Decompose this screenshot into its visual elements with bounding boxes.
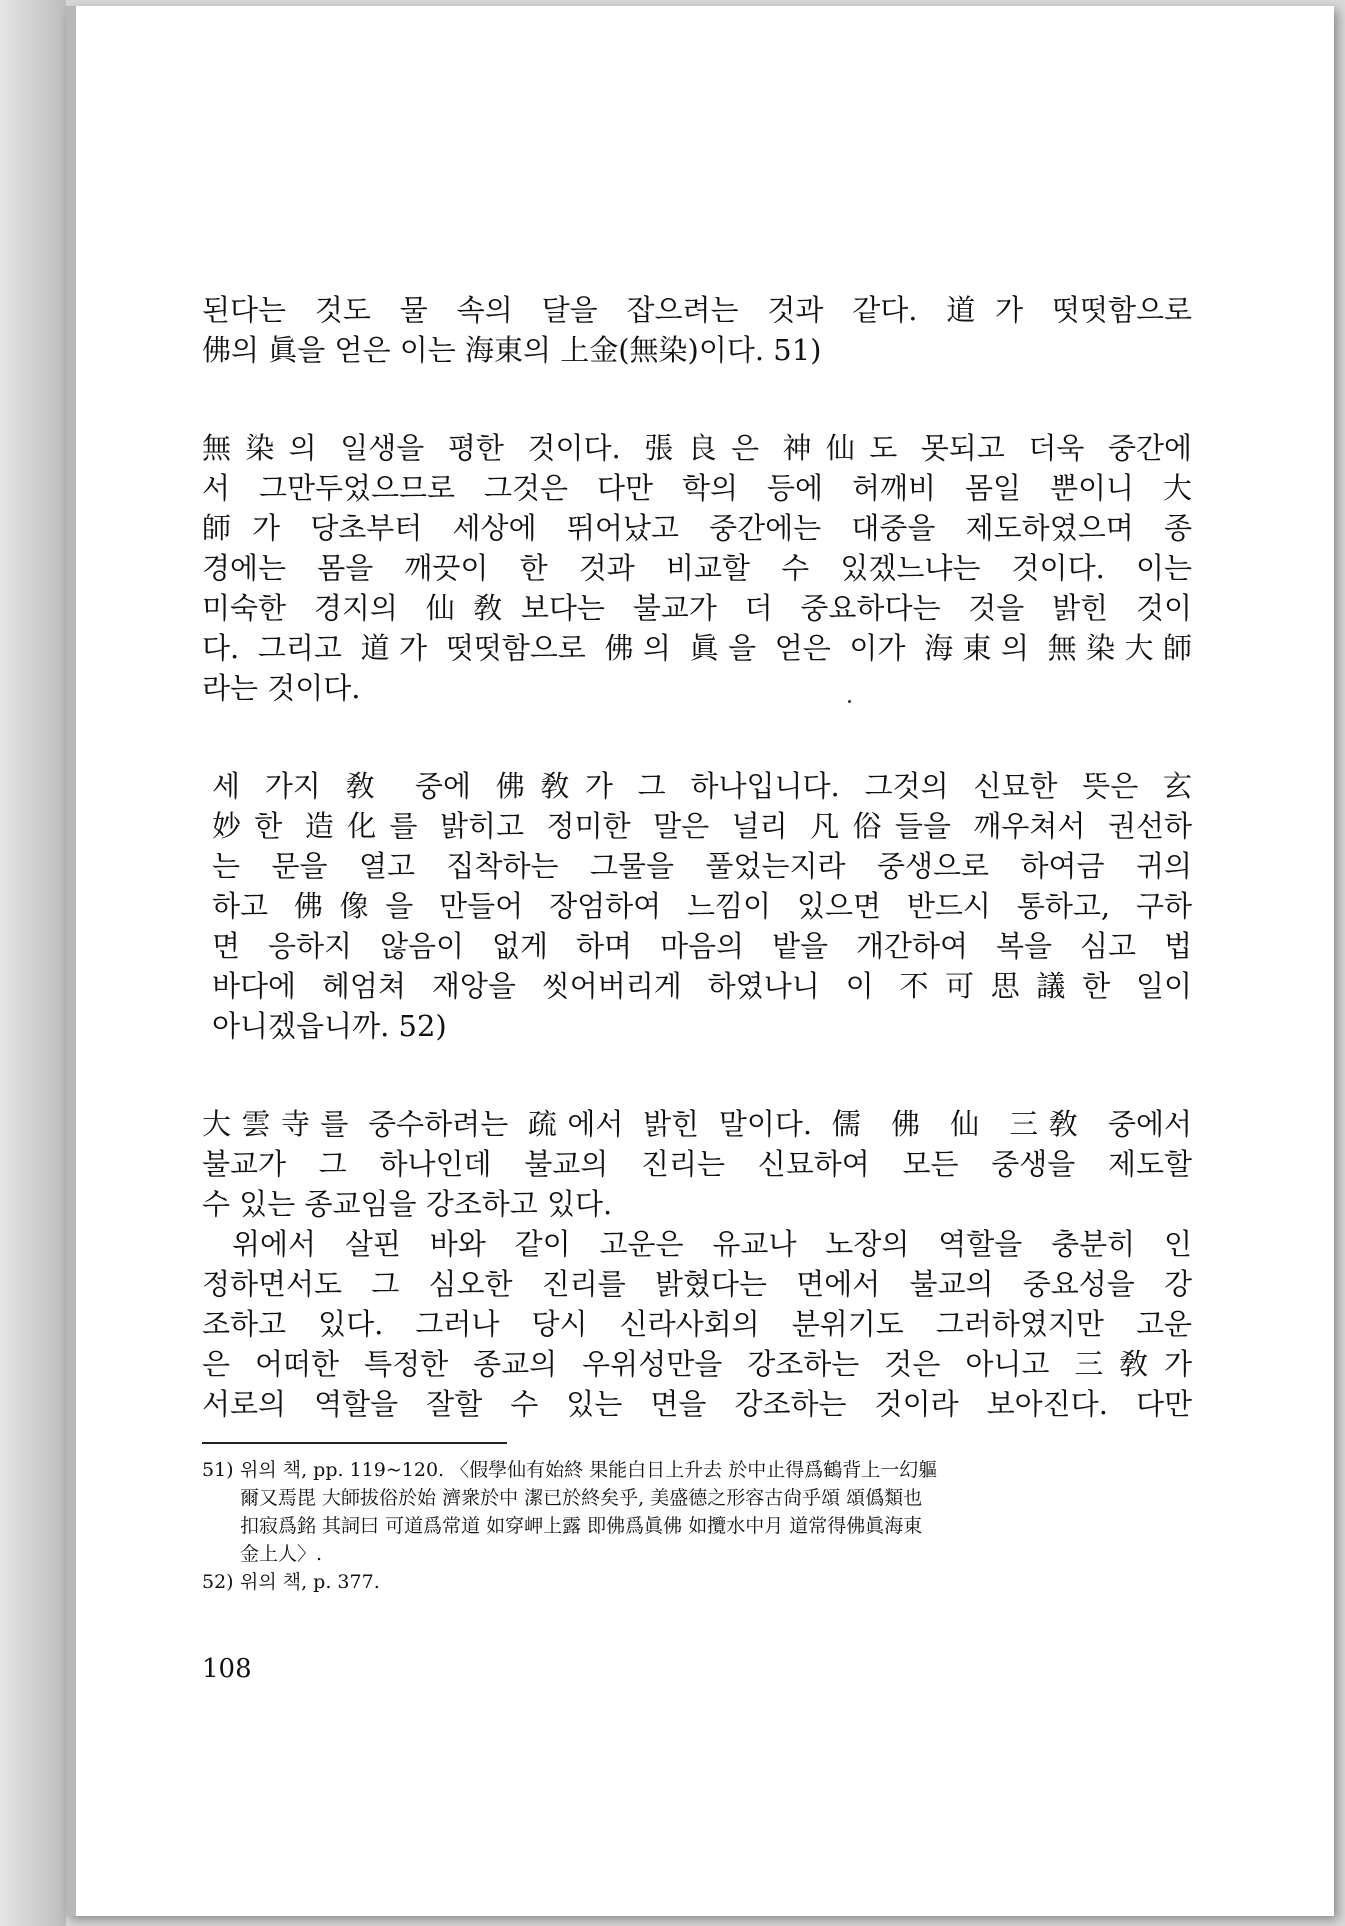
text-line: 서로의 역할을 잘할 수 있는 면을 강조하는 것이라 보아진다. 다만 [202, 1387, 1192, 1421]
text-line: 된다는 것도 물 속의 달을 잡으려는 것과 같다. 道가 떳떳함으로 [202, 293, 1192, 327]
text-line: 세 가지 敎 중에 佛敎가 그 하나입니다. 그것의 신묘한 뜻은 玄 [212, 769, 1192, 803]
footnote-text: 扣寂爲銘 其詞曰 可道爲常道 如穿岬上露 即佛爲眞佛 如攬水中月 道常得佛眞海東 [240, 1515, 923, 1537]
text-line: 라는 것이다. [202, 671, 361, 705]
text-line: 妙한 造化를 밝히고 정미한 말은 널리 凡俗들을 깨우쳐서 권선하 [212, 809, 1192, 843]
text-line: 은 어떠한 특정한 종교의 우위성만을 강조하는 것은 아니고 三敎가 [202, 1347, 1192, 1381]
text-line: 師가 당초부터 세상에 뛰어났고 중간에는 대중을 제도하였으며 종 [202, 511, 1192, 545]
text-line: 다. 그리고 道가 떳떳함으로 佛의 眞을 얻은 이가 海東의 無染大師 [202, 631, 1192, 665]
text-line: 면 응하지 않음이 없게 하며 마음의 밭을 개간하여 복을 심고 법 [212, 929, 1192, 963]
text-line: 大雲寺를 중수하려는 疏에서 밝힌 말이다. 儒 佛 仙 三敎 중에서 [202, 1107, 1192, 1141]
paragraph-2 [202, 428, 1192, 708]
footnotes [202, 1456, 1192, 1596]
text-line: 수 있는 종교임을 강조하고 있다. [202, 1187, 613, 1221]
paragraph-1 [202, 290, 1192, 370]
page-content [202, 290, 1192, 1596]
paragraph-4 [202, 1224, 1192, 1424]
text-line: 바다에 헤엄쳐 재앙을 씻어버리게 하였나니 이 不可思議한 일이 [212, 969, 1192, 1003]
book-spine [0, 0, 66, 1926]
footnote-number: 52) [202, 1571, 234, 1593]
text-line: 경에는 몸을 깨끗이 한 것과 비교할 수 있겠느냐는 것이다. 이는 [202, 551, 1192, 585]
footnote-divider [202, 1442, 507, 1444]
text-line: 서 그만두었으므로 그것은 다만 학의 등에 허깨비 몸일 뿐이니 大 [202, 471, 1192, 505]
footnote-number: 51) [202, 1459, 234, 1481]
ink-speck [848, 700, 851, 703]
text-line: 佛의 眞을 얻은 이는 海東의 上金(無染)이다. 51) [202, 333, 822, 367]
text-line: 는 문을 열고 집착하는 그물을 풀었는지라 중생으로 하여금 귀의 [212, 849, 1192, 883]
page-number: 108 [202, 1654, 252, 1684]
footnote-text: 爾又焉毘 大師拔俗於始 濟衆於中 潔已於終矣乎, 美盛德之形容古尙乎頌 頌僞類也 [240, 1487, 923, 1509]
text-line: 하고 佛像을 만들어 장엄하여 느낌이 있으면 반드시 통하고, 구하 [212, 889, 1192, 923]
text-line: 위에서 살핀 바와 같이 고운은 유교나 노장의 역할을 충분히 인 [232, 1227, 1192, 1261]
footnote-text: 위의 책, p. 377. [240, 1571, 380, 1593]
footnote-text: 위의 책, pp. 119~120. 〈假學仙有始終 果能白日上升去 於中止得爲鶴背上一幻軀 [240, 1459, 938, 1481]
text-line: 無染의 일생을 평한 것이다. 張良은 神仙도 못되고 더욱 중간에 [202, 431, 1192, 465]
text-line: 정하면서도 그 심오한 진리를 밝혔다는 면에서 불교의 중요성을 강 [202, 1267, 1192, 1301]
text-line: 불교가 그 하나인데 불교의 진리는 신묘하여 모든 중생을 제도할 [202, 1147, 1192, 1181]
footnote-52 [202, 1568, 1192, 1596]
text-line: 미숙한 경지의 仙敎보다는 불교가 더 중요하다는 것을 밝힌 것이 [202, 591, 1192, 625]
text-line: 조하고 있다. 그러나 당시 신라사회의 분위기도 그러하였지만 고운 [202, 1307, 1192, 1341]
footnote-51 [202, 1456, 1192, 1484]
paragraph-3 [202, 1104, 1192, 1224]
quoted-passage [202, 766, 1192, 1046]
footnote-text: 金上人〉. [240, 1543, 323, 1565]
text-line: 아니겠읍니까. 52) [212, 1009, 447, 1043]
